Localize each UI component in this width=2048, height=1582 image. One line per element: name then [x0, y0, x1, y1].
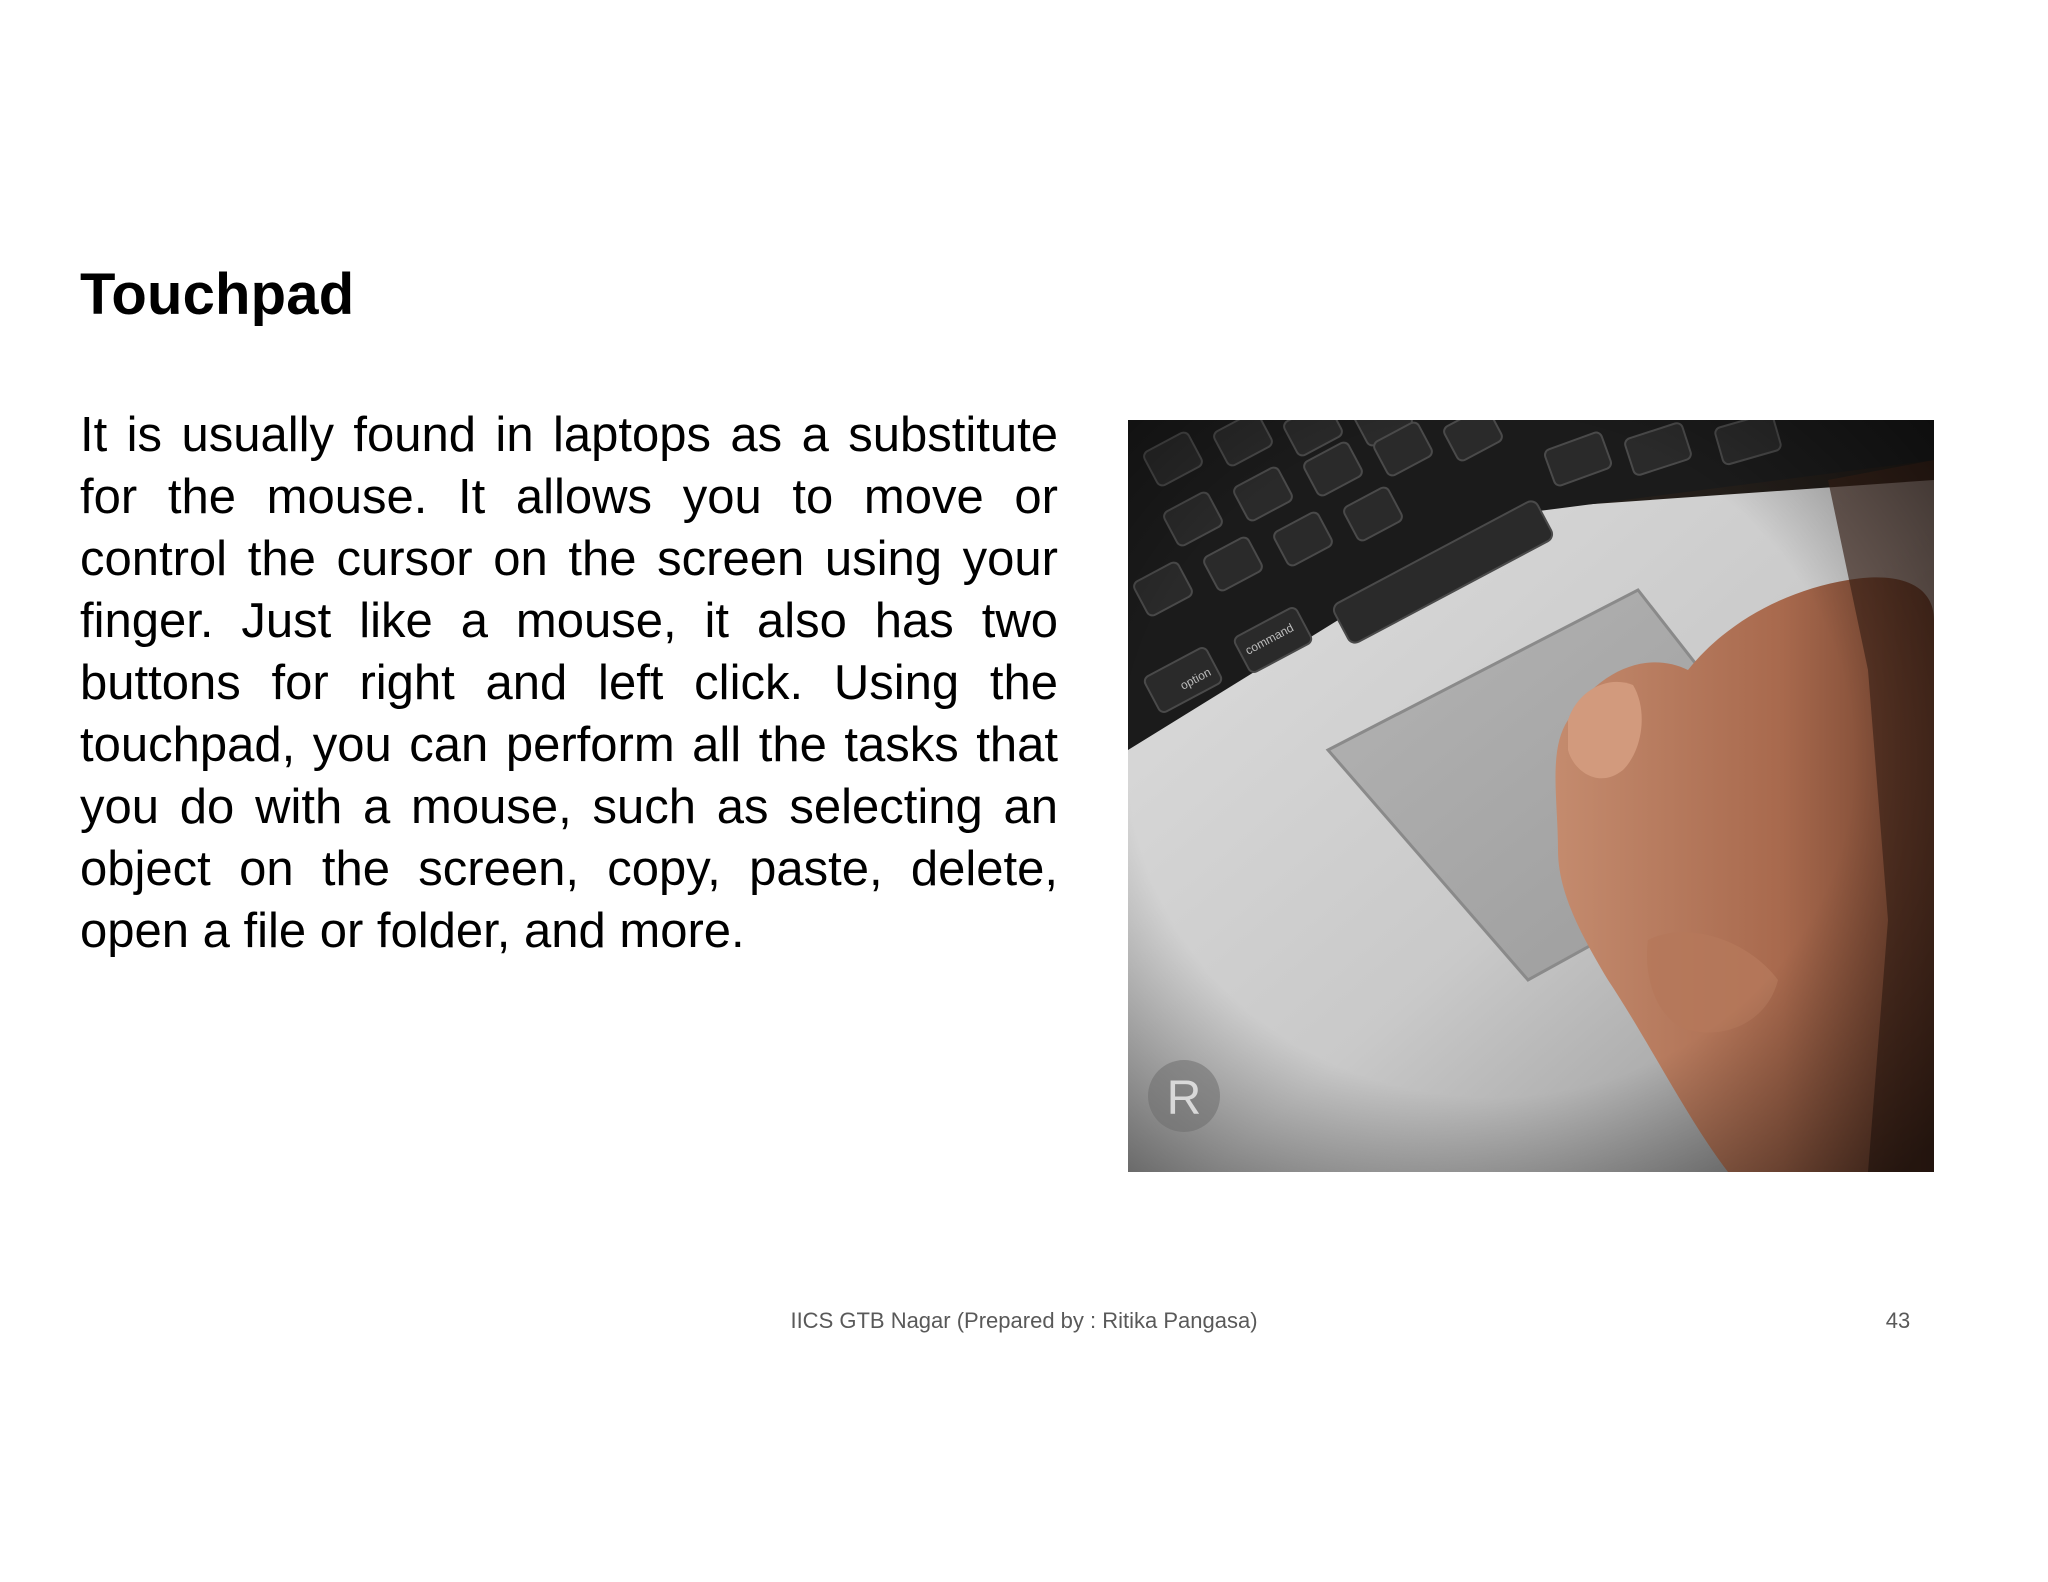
slide-body-text: It is usually found in laptops as a substitute for the mouse. It allows you to move or control the cursor on the screen using your finger. Just like a mouse, it also has two buttons for right and left click. Using the touchpad, you can perform all the tasks that you do with a mouse, such as selecting an object on the screen, copy, paste, delete, open a file or folder, and more. [80, 408, 1058, 958]
watermark-letter: R [1166, 1072, 1202, 1125]
slide-footer: IICS GTB Nagar (Prepared by : Ritika Pangasa) [790, 1308, 1258, 1333]
touchpad-photo-illustration [1128, 420, 1934, 1172]
slide-title: Touchpad [80, 262, 355, 327]
page-number: 43 [1885, 1308, 1911, 1333]
touchpad-photo [1128, 420, 1934, 1172]
watermark-logo-icon [1148, 1060, 1220, 1132]
